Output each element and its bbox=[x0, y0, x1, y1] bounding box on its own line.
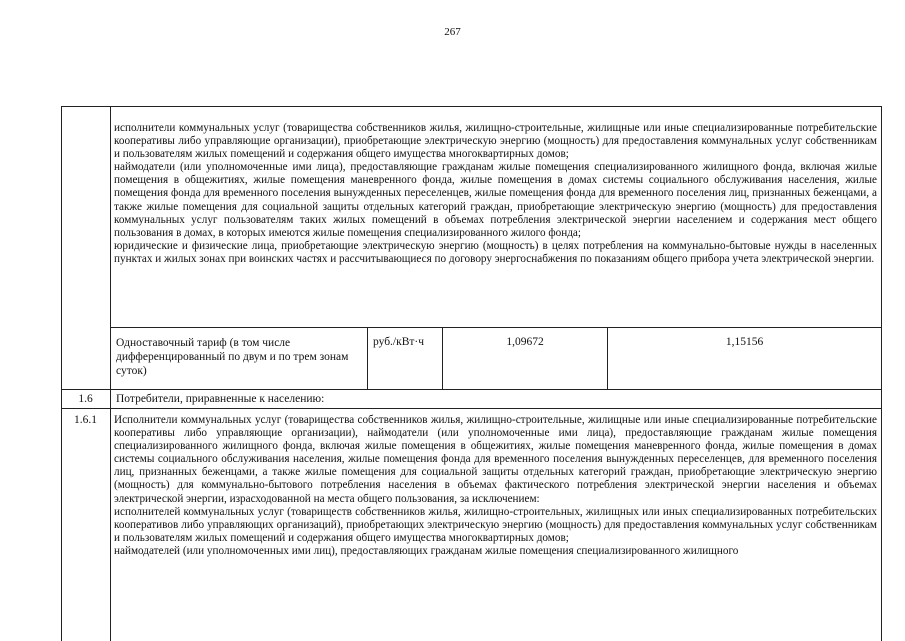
paragraph-landlords: наймодатели (или уполномоченные ими лица), предоставляющие гражданам жилые помещения специализированного жилищного фонда, включая жилые помещения в общежитиях, жилые помещения маневренного фонда, жилые помещения в домах системы социального обслуживания населения, жилые помещения фонда для временного поселения вынужденных переселенцев, жилые помещения фонда для временного поселения лиц, признанных беженцами, а также жилые помещения для социальной защиты отдельных категорий граждан, приобретающие электрическую энергию (мощность) для предоставления коммунальных услуг пользователям таких жилых помещений в объемах потребления электрической энергии населением и содержания мест общего пользования в домах, в которых имеются жилые помещения специализированного жилого фонда; bbox=[114, 161, 877, 239]
paragraph-utility-providers-equivalent: Исполнители коммунальных услуг (товарищества собственников жилья, жилищно-строительные, жилищные или иные специализированные потребительские кооперативы либо управляющие организации), наймодатели (или уполномоченные ими лица), предоставляющие гражданам жилые помещения специализированного жилищного фонда, включая жилые помещения в общежитиях, жилые помещения маневренного фонда, жилые помещения в домах системы социального обслуживания населения, жилые помещения фонда для временного поселения вынужденных переселенцев, для временного поселения лиц, признанных беженцами, а также жилые помещения для социальной защиты отдельных категорий граждан, приобретающие электрическую энергию (мощность) для коммунально-бытового потребления населения в объемах фактического потребления электрической энергии населения и объемах электрической энергии, израсходованной на места общего пользования, за исключением: bbox=[114, 414, 877, 505]
tariff-value-2: 1,15156 bbox=[725, 336, 764, 348]
tariff-unit: руб./кВт·ч bbox=[373, 336, 425, 348]
column-divider-unit bbox=[367, 327, 368, 389]
row-1-6-title: Потребители, приравненные к населению: bbox=[116, 393, 325, 405]
row-number-1-6-1: 1.6.1 bbox=[74, 414, 97, 426]
paragraph-exception-utility-providers: исполнителей коммунальных услуг (товариществ собственников жилья, жилищно-строительных, жилищных или иных специализированных потребительских кооперативов либо управляющих организаций), приобретающих электрическую энергию (мощность) для предоставления коммунальных услуг собственникам и пользователям жилых помещений и содержания общего имущества многоквартирных домов; bbox=[114, 505, 877, 544]
tariff-label: Одноставочный тариф (в том числе дифференцированный по двум и по трем зонам суток) bbox=[116, 337, 349, 377]
row-number-1-6: 1.6 bbox=[78, 393, 93, 405]
row-1-6-1-text bbox=[114, 414, 877, 558]
row-divider-1-6-1-top bbox=[62, 408, 881, 409]
page-number: 267 bbox=[444, 26, 461, 38]
tariff-value-1: 1,09672 bbox=[506, 336, 544, 348]
paragraph-legal-entities: юридические и физические лица, приобретающие электрическую энергию (мощность) в целях потребления на коммунально-бытовые нужды в населенных пунктах и жилых зонах при воинских частях и рассчитывающиеся по договору энергоснабжения по показаниям общего прибора учета электрической энергии. bbox=[114, 239, 877, 265]
consumer-categories-text bbox=[114, 122, 877, 266]
paragraph-exception-landlords: наймодателей (или уполномоченных ими лиц), предоставляющих гражданам жилые помещения специализированного жилищного bbox=[114, 544, 739, 557]
row-divider-tariff-top bbox=[110, 327, 881, 328]
column-divider-number bbox=[110, 107, 111, 641]
tariff-table bbox=[61, 106, 882, 641]
row-divider-1-6-top bbox=[62, 389, 881, 390]
paragraph-utility-providers: исполнители коммунальных услуг (товарищества собственников жилья, жилищно-строительные, жилищные или иные специализированные потребительские кооперативы либо управляющие организации), приобретающие электрическую энергию (мощность) для предоставления коммунальных услуг собственникам и пользователям жилых помещений и содержания общего имущества многоквартирных домов; bbox=[114, 122, 877, 161]
